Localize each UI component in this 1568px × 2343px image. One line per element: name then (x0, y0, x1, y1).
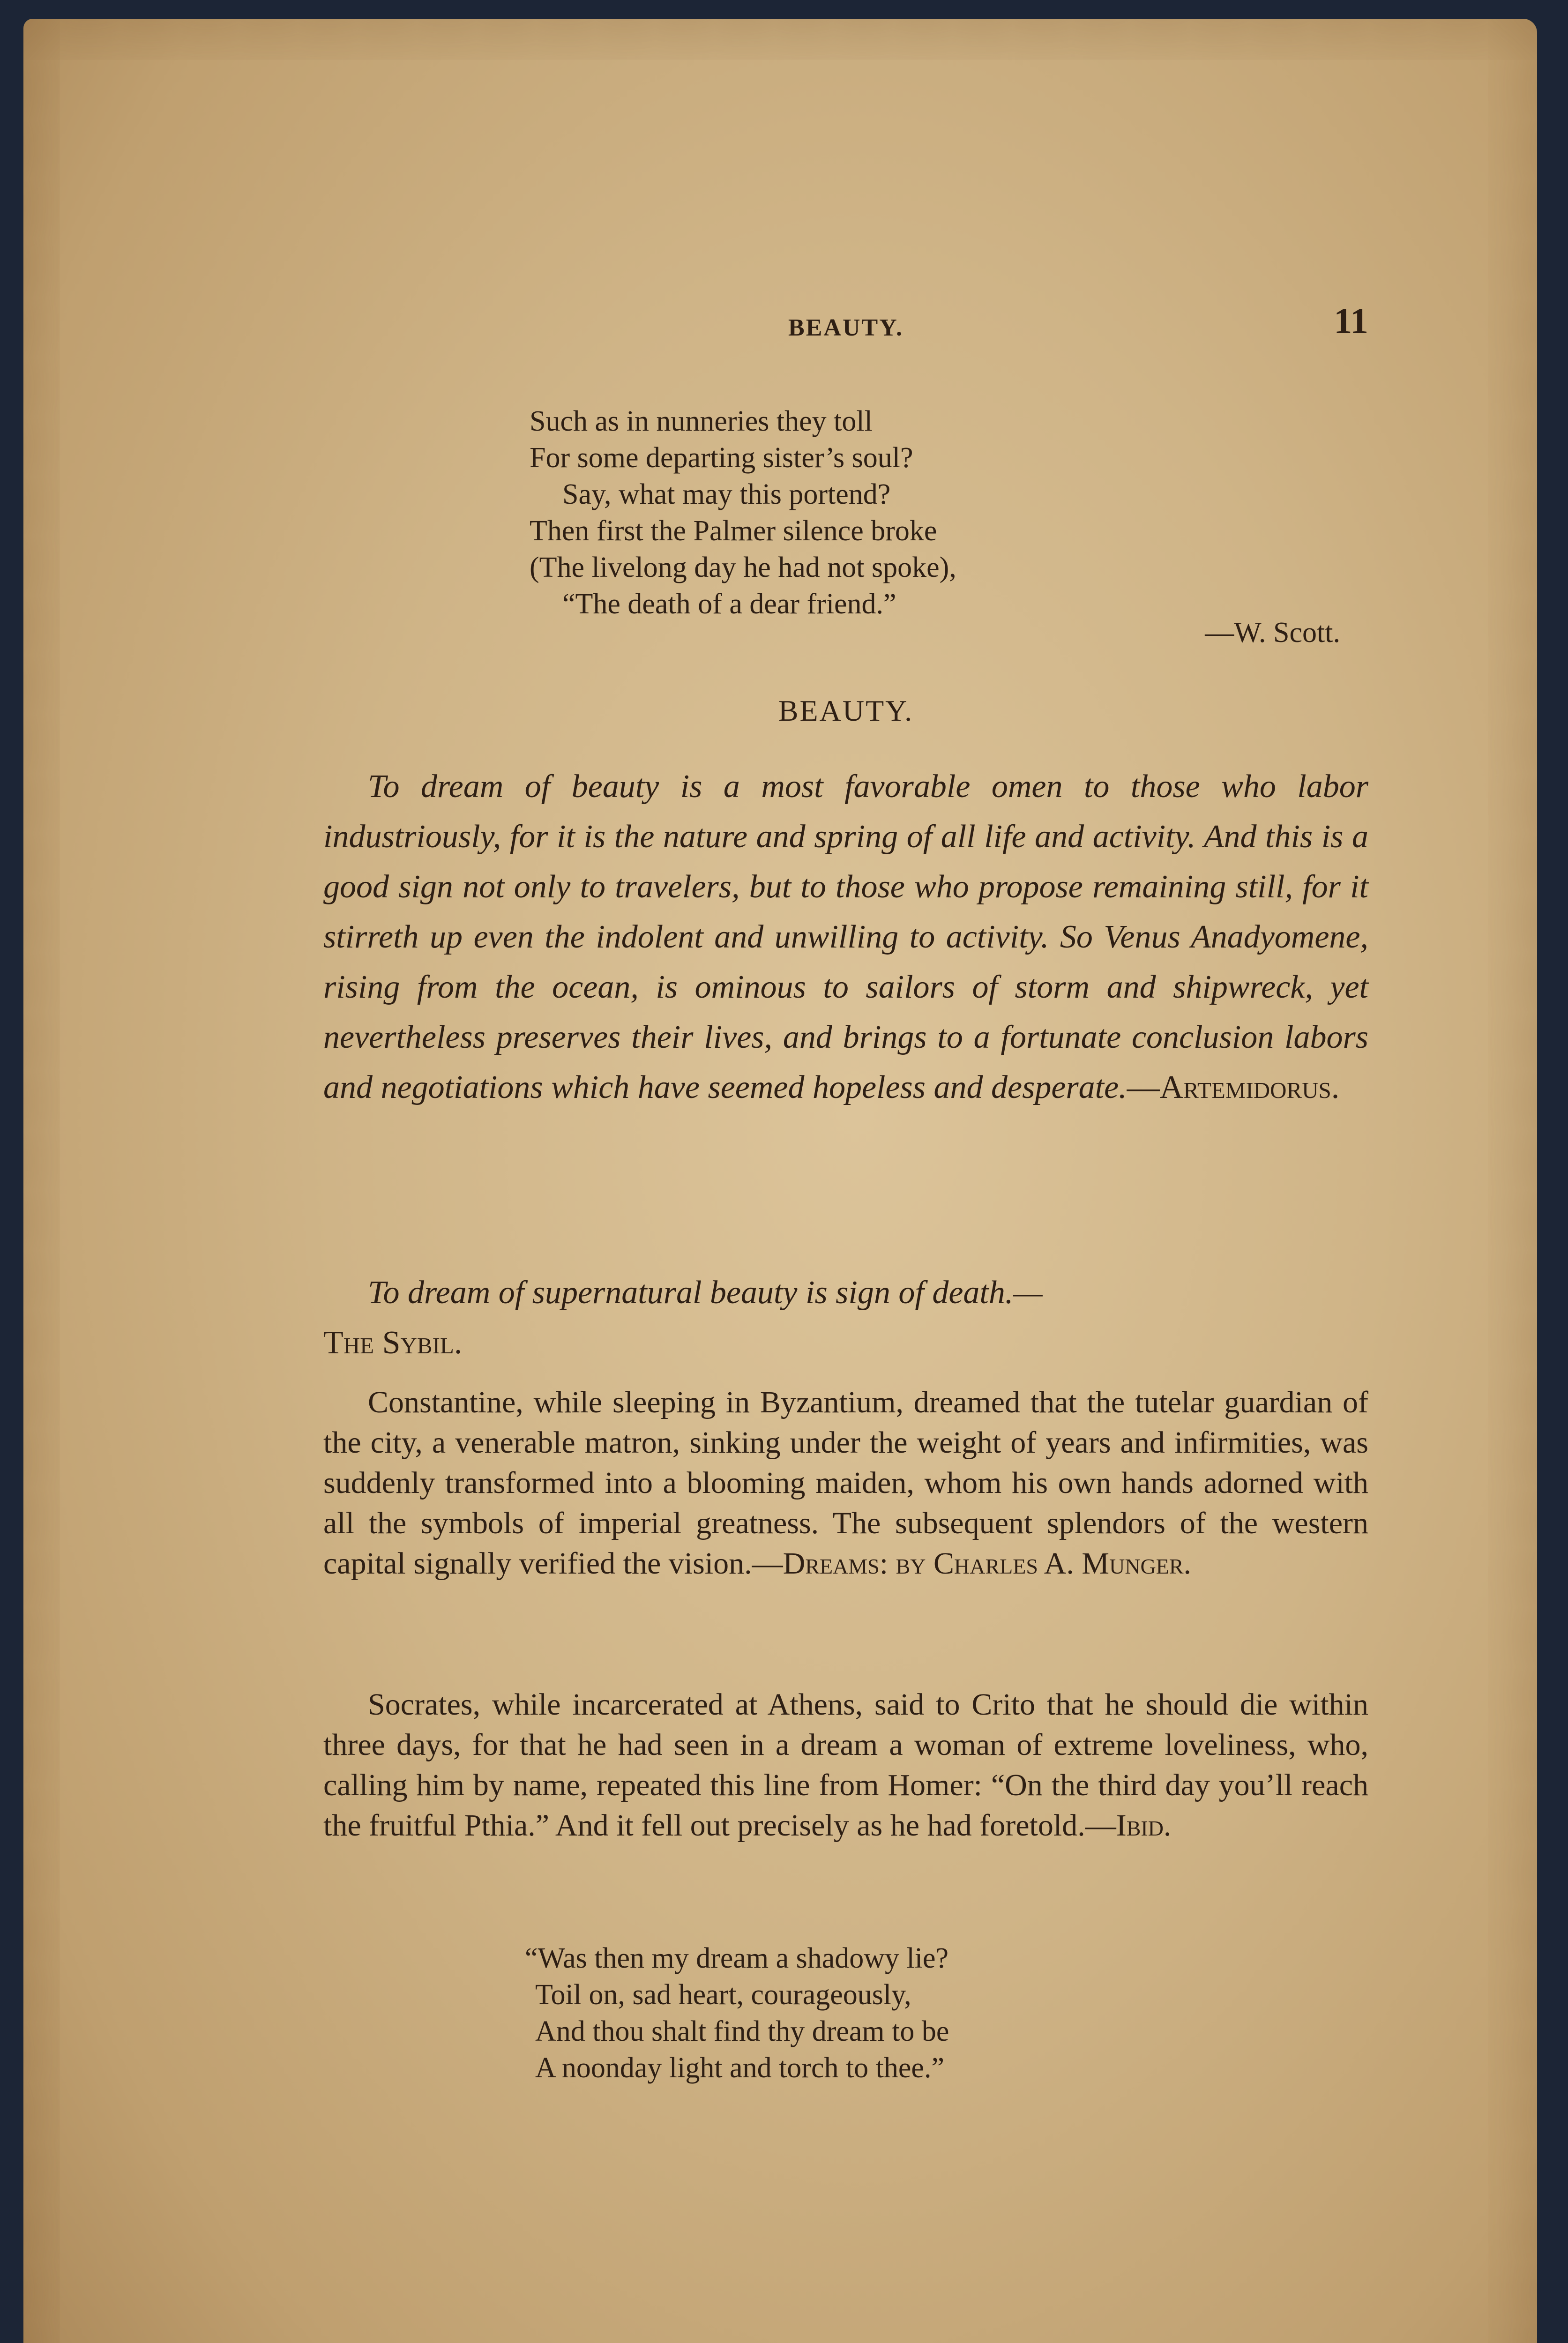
paragraph-source: The Sybil. (323, 1325, 463, 1361)
running-title: BEAUTY. (788, 314, 903, 341)
verse-line: A noonday light and torch to thee.” (535, 2052, 944, 2084)
paragraph-text: Socrates, while incarcerated at Athens, said to Crito that he should die within three days, for that he had seen in a dream a woman of extreme loveliness, who, calling him by name, repeated this line from Homer: “On the third day you’ll reach the fruitful Pthia.” And it fell out precisely as he had foretold. (323, 1687, 1368, 1843)
verse-line: “The death of a dear friend.” (562, 588, 896, 620)
paragraph-source: —Artemidorus. (1127, 1069, 1340, 1105)
book-page (23, 19, 1537, 2343)
verse-line: Toil on, sad heart, courageously, (535, 1979, 911, 2011)
verse-line: (The livelong day he had not spoke), (530, 552, 956, 583)
paragraph-source: —Dreams: by Charles A. Munger. (752, 1546, 1192, 1581)
verse-line: And thou shalt find thy dream to be (535, 2015, 949, 2047)
verse-line: Say, what may this portend? (562, 478, 891, 510)
verse-line: Such as in nunneries they toll (530, 405, 873, 437)
page-number: 11 (1334, 300, 1368, 341)
paragraph-artemidorus (323, 761, 1368, 1112)
verse-line: Then first the Palmer silence broke (530, 515, 937, 547)
running-head (323, 300, 1368, 347)
verse-line: For some departing sister’s soul? (530, 442, 913, 474)
paragraph-source: —Ibid. (1085, 1808, 1172, 1843)
paragraph-text: To dream of supernatural beauty is sign of death.— (368, 1275, 1043, 1311)
paragraph-text: Constantine, while sleeping in Byzantium, dreamed that the tutelar guardian of the city, a venerable matron, sinking under the weight of years and infirmities, was suddenly transformed into a blooming maiden, whom his own hands adorned with all the symbols of imperial greatness. The subsequent splendors of the western capital signally verified the vision. (323, 1385, 1368, 1581)
verse-line: “Was then my dream a shadowy lie? (525, 1942, 949, 1974)
section-heading: BEAUTY. (778, 694, 914, 727)
paragraph-constantine (323, 1382, 1368, 1584)
paragraph-socrates (323, 1685, 1368, 1846)
verse-top (530, 403, 956, 622)
verse-bottom (525, 1940, 949, 2086)
paragraph-text: To dream of beauty is a most favorable omen to those who labor industriously, for it is the nature and spring of all life and activity. And this is a good sign not only to travelers, but to those who propose remaining still, for it stirreth up even the indolent and unwilling to activity. So Venus Anadyomene, rising from the ocean, is ominous to sailors of storm and shipwreck, yet nevertheless preserves their lives, and brings to a fortunate conclusion labors and negotiations which have seemed hopeless and desperate. (323, 769, 1368, 1105)
attribution-scott: —W. Scott. (1205, 617, 1340, 649)
paragraph-sybil (323, 1268, 1368, 1368)
